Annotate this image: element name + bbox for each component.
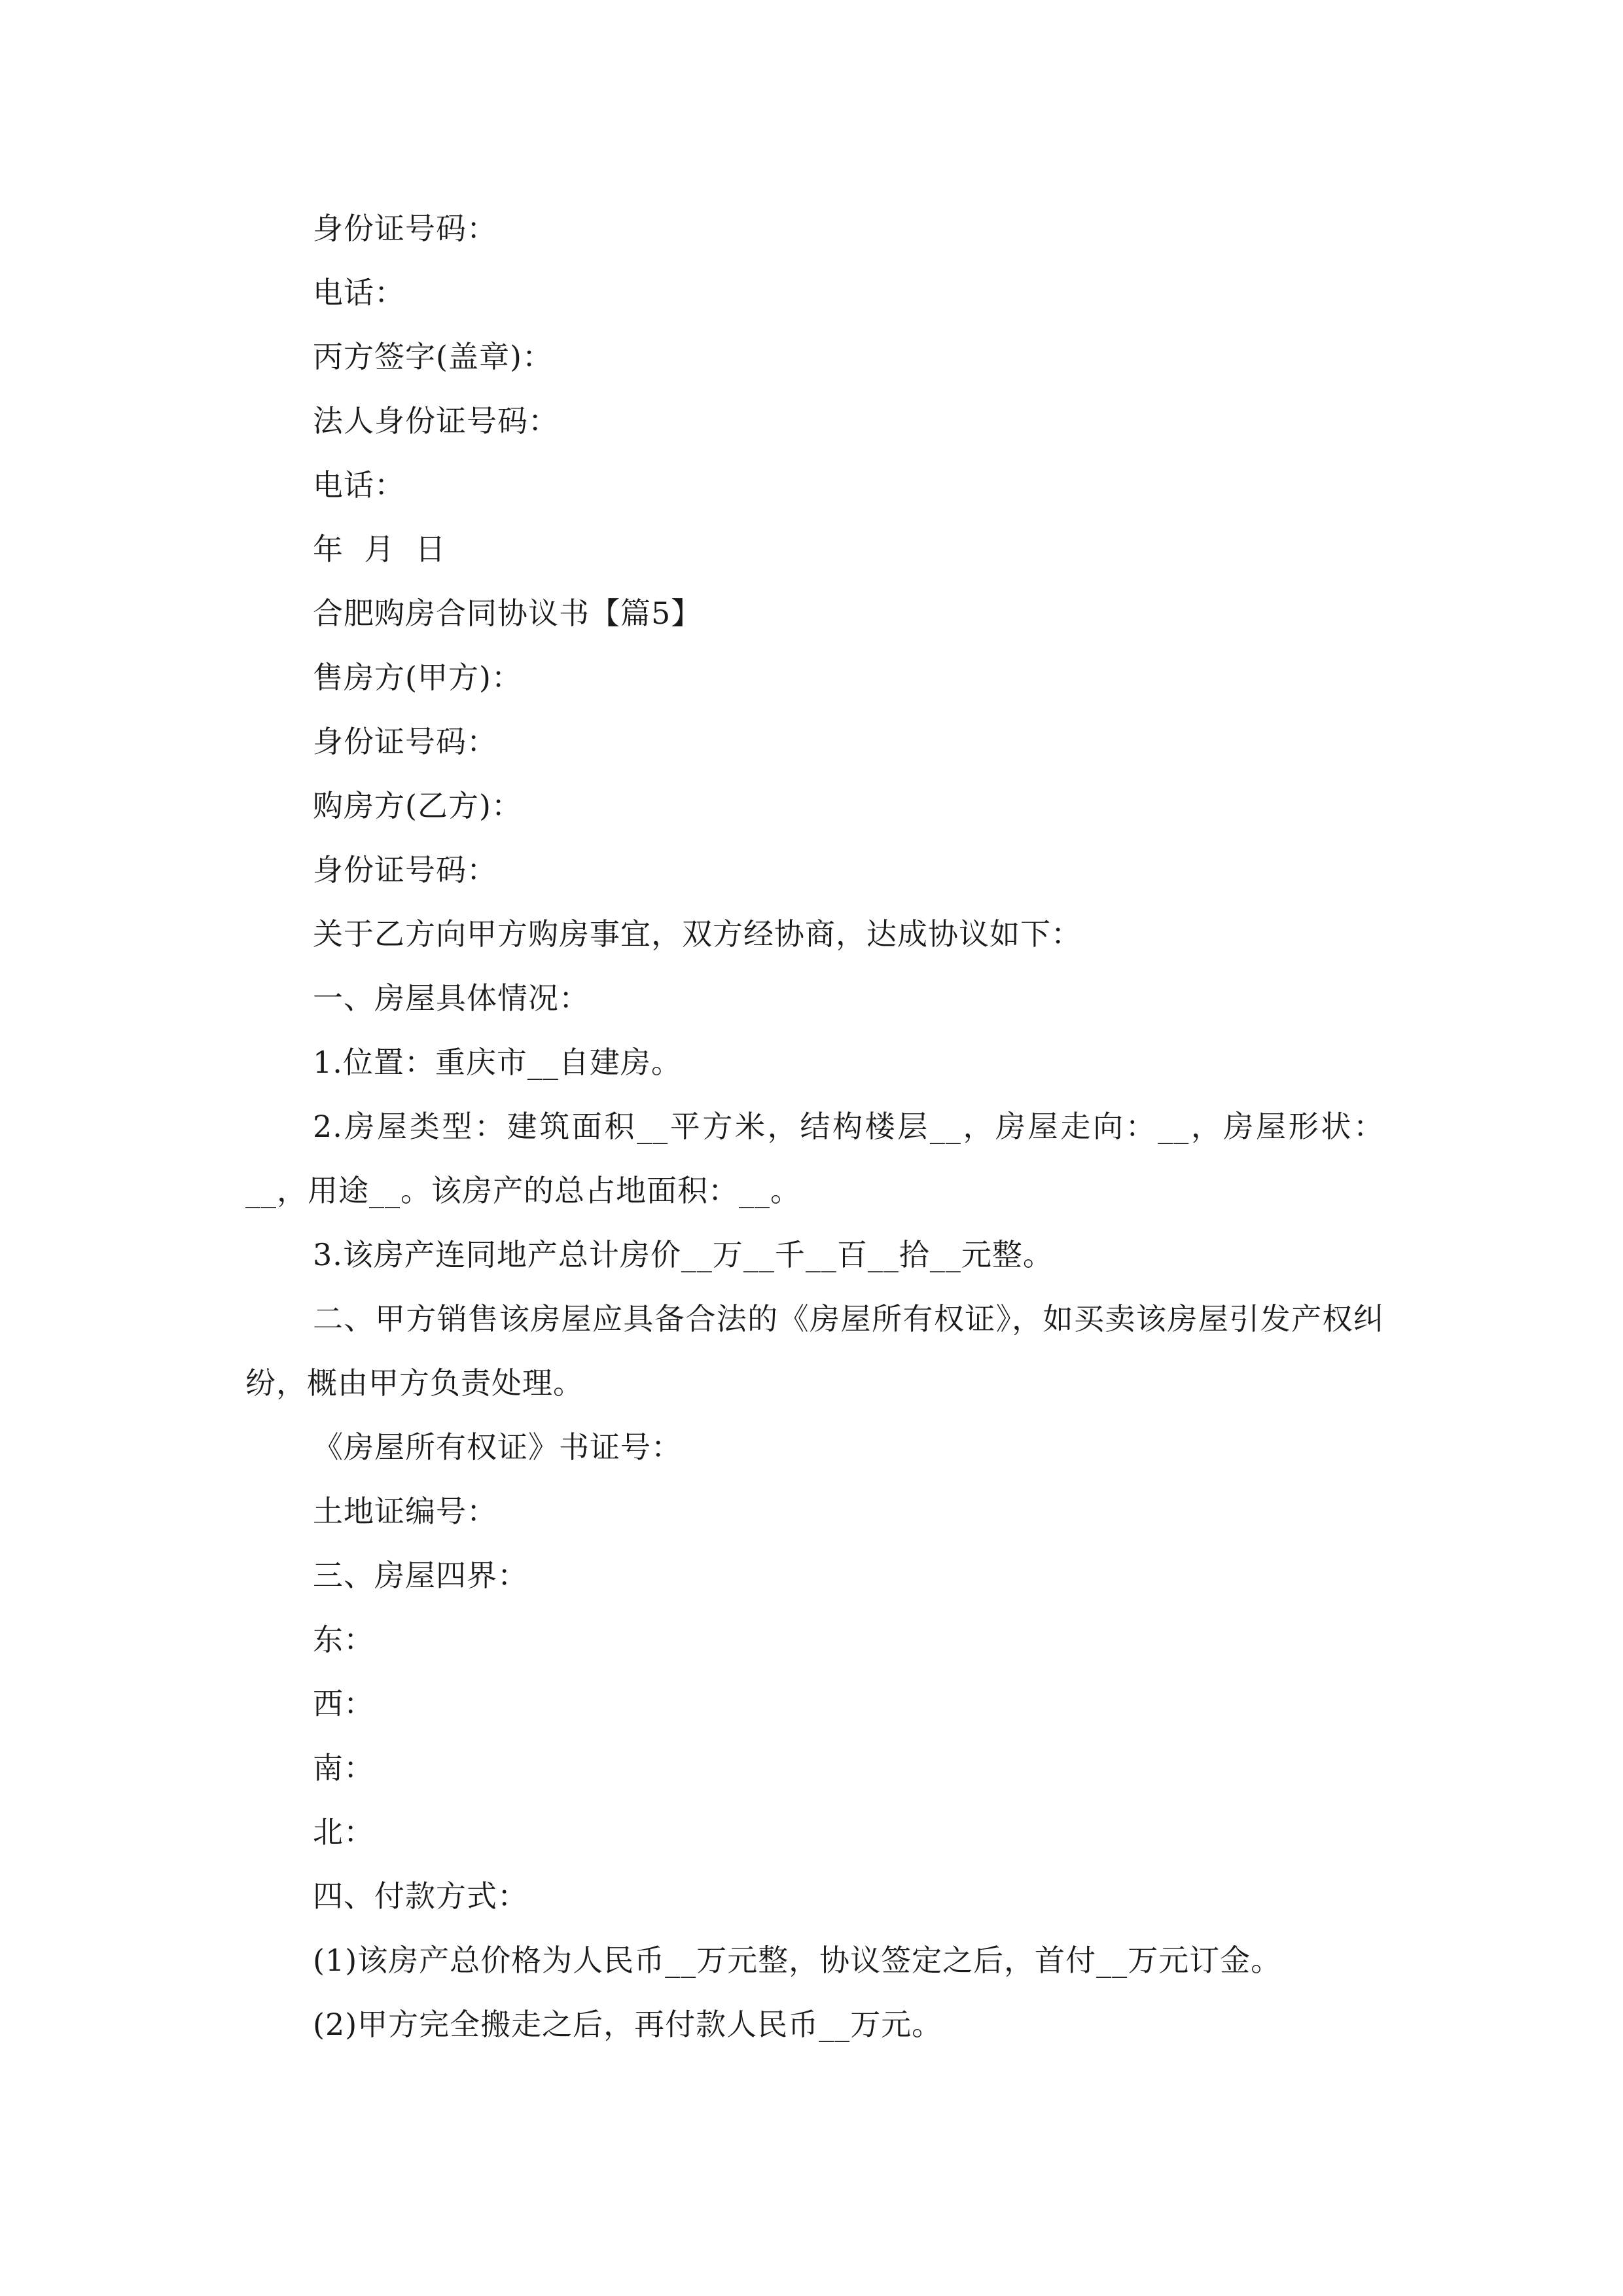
section-title: 合肥购房合同协议书【篇5】 [313, 596, 702, 631]
clause-1-location: 1.位置：重庆市__自建房。 [313, 1045, 682, 1080]
clause-1-price: 3.该房产连同地产总计房价__万__千__百__拾__元整。 [313, 1237, 1054, 1272]
payment-item-2: (2)甲方完全搬走之后，再付款人民币__万元。 [313, 2007, 943, 2042]
id-number-label: 身份证号码： [313, 211, 497, 246]
phone-label-2: 电话： [313, 467, 405, 503]
clause-4-heading: 四、付款方式： [313, 1878, 528, 1914]
clause-1-house-type: 2.房屋类型：建筑面积__平方米，结构楼层__，房屋走向：__，房屋形状：__，用途__。该房产的总占地面积：__。 [245, 1109, 1384, 1208]
legal-person-id-label: 法人身份证号码： [313, 403, 559, 439]
phone-label: 电话： [313, 275, 405, 310]
boundary-east: 东： [313, 1622, 374, 1657]
date-line: 年 月 日 [313, 531, 446, 567]
land-certificate-label: 土地证编号： [313, 1494, 497, 1529]
clause-2-certificate: 二、甲方销售该房屋应具备合法的《房屋所有权证》，如买卖该房屋引发产权纠纷，概由甲方负责处理。 [245, 1301, 1384, 1401]
buyer-label: 购房方(乙方)： [313, 788, 522, 823]
document-body [245, 196, 1384, 2056]
seller-id-label: 身份证号码： [313, 724, 497, 759]
payment-item-1: (1)该房产总价格为人民币__万元整，协议签定之后，首付__万元订金。 [313, 1943, 1282, 1978]
boundary-north: 北： [313, 1814, 374, 1850]
clause-3-heading: 三、房屋四界： [313, 1558, 528, 1593]
buyer-id-label: 身份证号码： [313, 852, 497, 888]
boundary-west: 西： [313, 1686, 374, 1721]
seller-label: 售房方(甲方)： [313, 660, 522, 695]
clause-1-heading: 一、房屋具体情况： [313, 980, 590, 1016]
boundary-south: 南： [313, 1750, 374, 1785]
agreement-intro: 关于乙方向甲方购房事宜，双方经协商，达成协议如下： [313, 916, 1082, 952]
party-c-signature-label: 丙方签字(盖章)： [313, 339, 553, 374]
certificate-number-label: 《房屋所有权证》书证号： [313, 1429, 682, 1465]
